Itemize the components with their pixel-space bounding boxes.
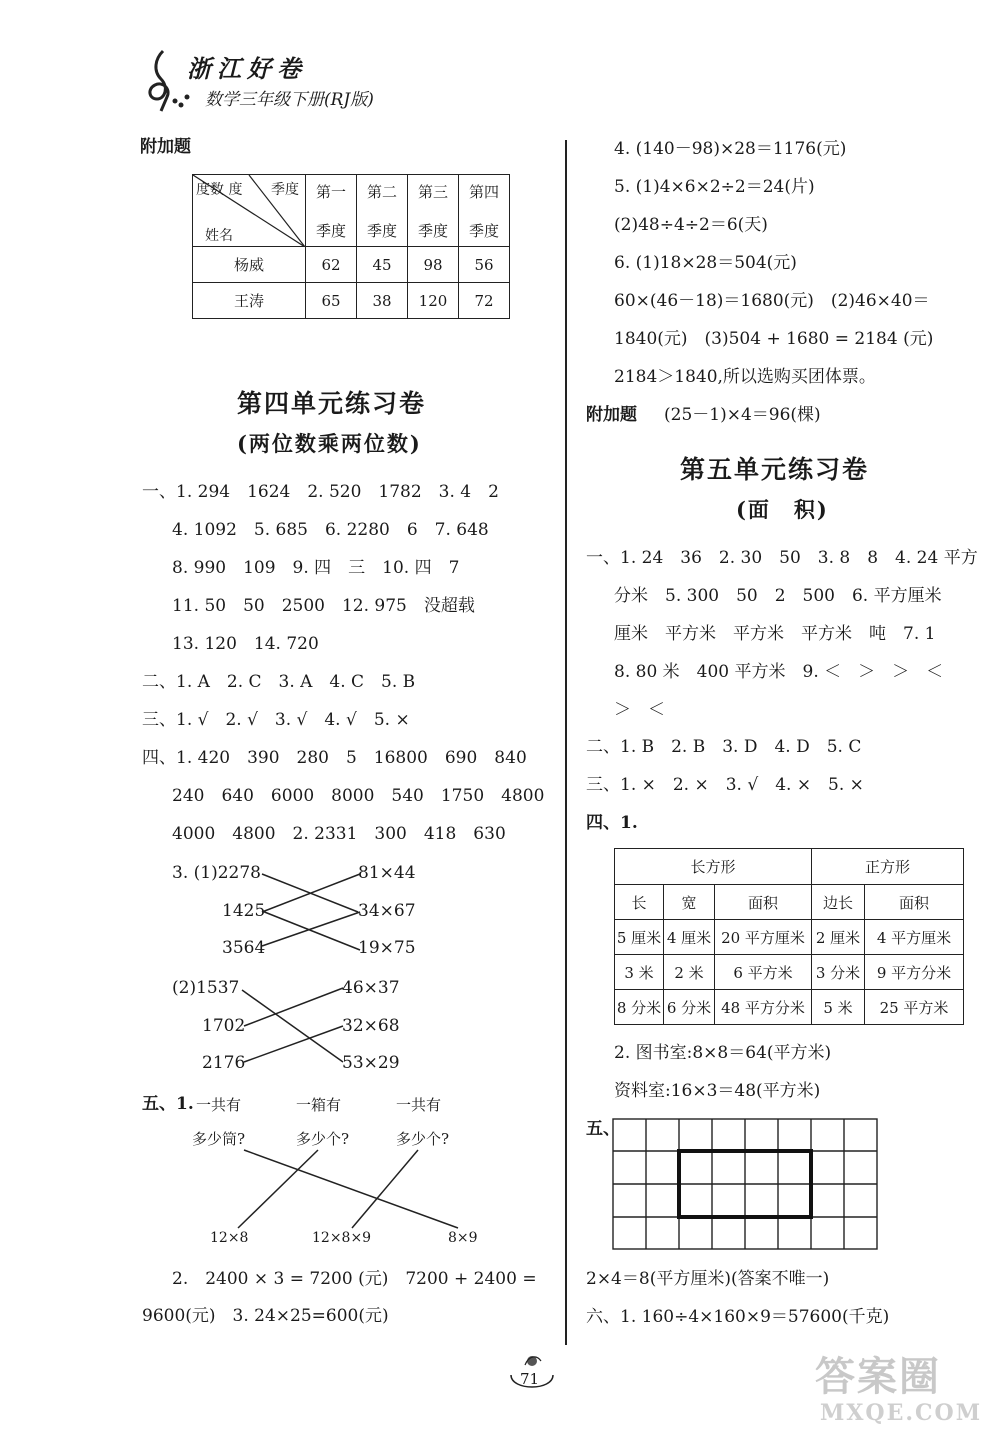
- question-box: 一共有: [196, 1096, 242, 1114]
- table-cell: 2 米: [664, 955, 715, 990]
- answer-line: 六、1. 160÷4×160×9＝57600(千克): [586, 1307, 890, 1327]
- table-cell: 2 厘米: [812, 920, 865, 955]
- table-cell: 6 平方米: [715, 955, 812, 990]
- column-header: 面积: [865, 885, 964, 920]
- match-right-item: 46×37: [342, 978, 400, 998]
- answer-line: 厘米 平方米 平方米 平方米 吨 7. 1: [614, 624, 936, 644]
- column-header: 面积: [715, 885, 812, 920]
- match-right-item: 19×75: [358, 938, 416, 958]
- answer-line: 5. (1)4×6×2÷2＝24(片): [614, 177, 815, 197]
- quarter-header: 第一 季度: [306, 175, 357, 247]
- question-box: 多少个?: [396, 1130, 450, 1148]
- answer-line: 4. 1092 5. 685 6. 2280 6 7. 648: [172, 520, 489, 540]
- answer-line: 13. 120 14. 720: [172, 634, 319, 654]
- table-cell: 6 分米: [664, 990, 715, 1025]
- table-cell: 5 米: [812, 990, 865, 1025]
- answer-line: 资料室:16×3＝48(平方米): [614, 1081, 821, 1101]
- answer-line: 2184＞1840,所以选购买团体票。: [614, 367, 876, 387]
- answer-line: 一、1. 24 36 2. 30 50 3. 8 8 4. 24 平方: [586, 548, 978, 568]
- table-cell: 4 厘米: [664, 920, 715, 955]
- square-grid: [612, 1118, 878, 1250]
- table-cell: 3 分米: [812, 955, 865, 990]
- table-row: [615, 920, 964, 955]
- watermark-logo: 答案圈: [815, 1353, 941, 1400]
- table-cell: 65: [306, 283, 357, 319]
- table-cell: 98: [408, 247, 459, 283]
- group-header: 长方形: [615, 849, 812, 885]
- table-cell: 4 平方厘米: [865, 920, 964, 955]
- answer-line: 8. 80 米 400 平方米 9. ＜ ＞ ＞ ＜: [614, 662, 944, 682]
- table-cell: 9 平方分米: [865, 955, 964, 990]
- book-subtitle: 数学三年级下册(RJ版): [205, 90, 374, 110]
- table-cell: 45: [357, 247, 408, 283]
- answer-line: 2. 2400 × 3 = 7200 (元) 7200 + 2400 =: [172, 1269, 537, 1289]
- unit5-subtitle: (面 积): [736, 497, 829, 522]
- match-left-item: 1702: [202, 1016, 246, 1036]
- expression-item: 12×8×9: [312, 1230, 372, 1246]
- section-five-label: 五、1.: [142, 1094, 194, 1114]
- answer-line: 2. 图书室:8×8＝64(平方米): [614, 1043, 832, 1063]
- answer-line: 1840(元) (3)504 + 1680 = 2184 (元): [614, 329, 934, 349]
- table-cell: 48 平方分米: [715, 990, 812, 1025]
- column-header: 宽: [664, 885, 715, 920]
- answer-line: 2×4＝8(平方厘米)(答案不唯一): [586, 1269, 830, 1289]
- match-left-item: 1425: [222, 901, 266, 921]
- question-box: 多少筒?: [192, 1130, 246, 1148]
- answer-line: (25－1)×4＝96(棵): [664, 405, 821, 425]
- answer-line: 4000 4800 2. 2331 300 418 630: [172, 824, 506, 844]
- table-cell: 56: [459, 247, 510, 283]
- answer-line: 三、1. √ 2. √ 3. √ 4. √ 5. ×: [142, 710, 410, 730]
- table-cell: 120: [408, 283, 459, 319]
- answer-line: 8. 990 109 9. 四 三 10. 四 7: [172, 558, 460, 578]
- match-left-item: 3564: [222, 938, 266, 958]
- question-box: 一箱有: [296, 1096, 342, 1114]
- answer-line: 一、1. 294 1624 2. 520 1782 3. 4 2: [142, 482, 499, 502]
- expression-item: 12×8: [210, 1230, 249, 1246]
- match-left-item: 3. (1)2278: [172, 863, 261, 883]
- table-cell: 3 米: [615, 955, 664, 990]
- corner-label-top: 度数 度: [196, 182, 243, 198]
- table-cell: 8 分米: [615, 990, 664, 1025]
- bonus-heading-right: 附加题: [586, 405, 637, 425]
- match-left-item: (2)1537: [172, 978, 240, 998]
- answer-line: 240 640 6000 8000 540 1750 4800: [172, 786, 545, 806]
- unit5-title: 第五单元练习卷: [680, 455, 870, 484]
- area-table: [614, 848, 964, 1025]
- match-right-item: 32×68: [342, 1016, 400, 1036]
- table-cell: 5 厘米: [615, 920, 664, 955]
- table-row: [615, 955, 964, 990]
- answer-line: 四、1.: [586, 813, 638, 833]
- unit4-title: 第四单元练习卷: [237, 389, 427, 418]
- quarter-header: 第二 季度: [357, 175, 408, 247]
- watermark-url: MXQE.COM: [820, 1400, 983, 1426]
- answer-line: 四、1. 420 390 280 5 16800 690 840: [142, 748, 527, 768]
- row-name: 王涛: [193, 283, 306, 319]
- question-box: 一共有: [396, 1096, 442, 1114]
- unit4-subtitle: (两位数乘两位数): [237, 431, 422, 456]
- answer-line: 11. 50 50 2500 12. 975 没超载: [172, 596, 475, 616]
- table-cell: 25 平方米: [865, 990, 964, 1025]
- column-header: 边长: [812, 885, 865, 920]
- answer-line: 4. (140－98)×28＝1176(元): [614, 139, 847, 159]
- corner-label-bottom: 姓名: [205, 228, 233, 244]
- quarter-header: 第三 季度: [408, 175, 459, 247]
- table-cell: 20 平方厘米: [715, 920, 812, 955]
- column-header: 长: [615, 885, 664, 920]
- answer-line: 9600(元) 3. 24×25=600(元): [142, 1306, 389, 1326]
- match-right-item: 34×67: [358, 901, 416, 921]
- row-name: 杨威: [193, 247, 306, 283]
- quarter-header: 第四 季度: [459, 175, 510, 247]
- answer-line: 三、1. × 2. × 3. √ 4. × 5. ×: [586, 775, 864, 795]
- corner-label-mid: 季度: [271, 182, 299, 198]
- answer-line: 二、1. A 2. C 3. A 4. C 5. B: [142, 672, 416, 692]
- answer-line: 二、1. B 2. B 3. D 4. D 5. C: [586, 737, 862, 757]
- page-number: 71: [520, 1370, 540, 1388]
- brand-title: 浙江好卷: [187, 54, 307, 83]
- answer-line: (2)48÷4÷2＝6(天): [614, 215, 768, 235]
- match-right-item: 81×44: [358, 863, 416, 883]
- answer-line: 60×(46－18)＝1680(元) (2)46×40＝: [614, 291, 930, 311]
- answer-line: 6. (1)18×28＝504(元): [614, 253, 797, 273]
- question-box: 多少个?: [296, 1130, 350, 1148]
- table-cell: 62: [306, 247, 357, 283]
- answer-line: 分米 5. 300 50 2 500 6. 平方厘米: [614, 586, 942, 606]
- bonus-heading-left: 附加题: [140, 137, 191, 157]
- group-header: 正方形: [812, 849, 964, 885]
- table-cell: 72: [459, 283, 510, 319]
- match-left-item: 2176: [202, 1053, 246, 1073]
- section-five-right-label: 五、: [586, 1119, 620, 1139]
- table-cell: 38: [357, 283, 408, 319]
- expression-item: 8×9: [448, 1230, 478, 1246]
- match-right-item: 53×29: [342, 1053, 400, 1073]
- answer-line: ＞ ＜: [614, 700, 665, 720]
- table-row: [615, 990, 964, 1025]
